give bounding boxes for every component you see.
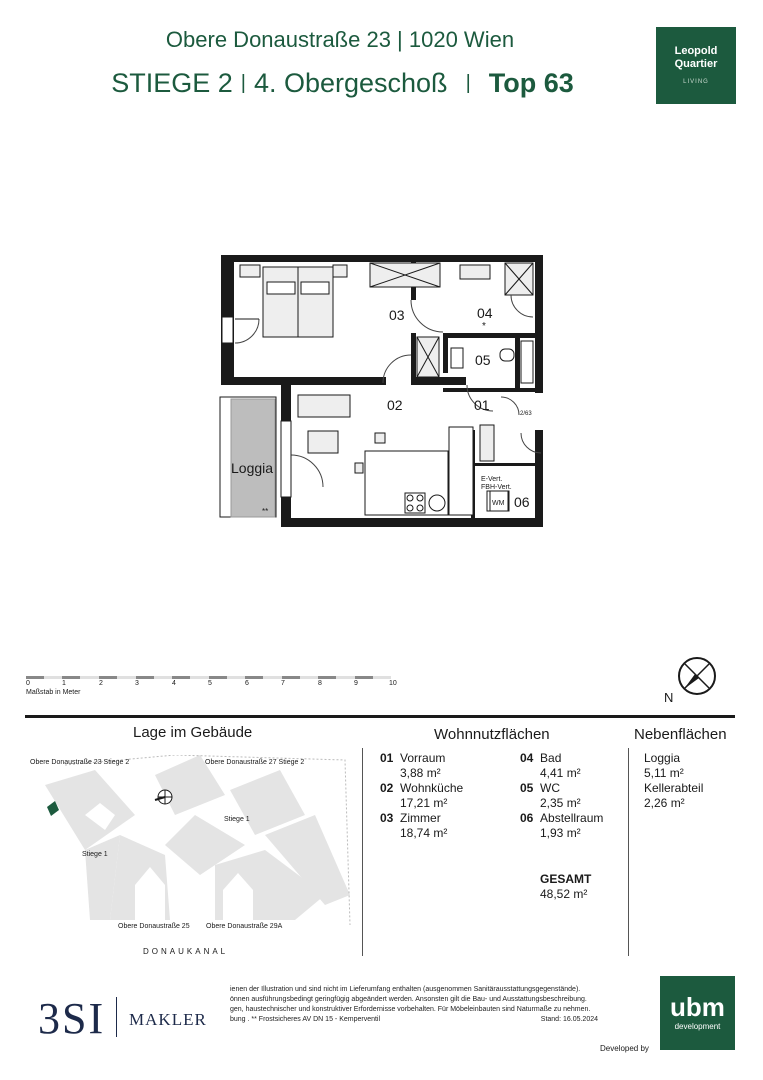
north-label: N — [664, 690, 674, 705]
scale-tick: 7 — [281, 680, 285, 687]
room-name: Bad — [540, 751, 562, 765]
logo-makler: MAKLER — [129, 1010, 207, 1029]
room-area: 17,21 m² — [400, 796, 448, 810]
map-label: Obere Donaustraße 25 — [118, 923, 190, 930]
3si-makler-logo — [38, 993, 207, 1044]
room-label-02: 02 — [387, 397, 403, 413]
room-entry — [520, 811, 603, 841]
room-num: 01 — [380, 751, 394, 765]
star-marker-2: ** — [262, 507, 269, 516]
neben-entry — [644, 751, 684, 781]
e-vert-label: E-Vert. — [481, 476, 503, 483]
room-entry — [520, 781, 581, 811]
fbh-vert-label: FBH-Vert. — [481, 484, 512, 491]
neben-title: Nebenflächen — [634, 726, 727, 743]
ubm-logo — [660, 976, 735, 1050]
room-num: 02 — [380, 781, 394, 795]
room-name: Vorraum — [400, 751, 446, 765]
canal-label: DONAUKANAL — [143, 947, 229, 956]
room-num: 05 — [520, 781, 534, 795]
wohn-title: Wohnnutzflächen — [434, 726, 550, 743]
ubm-subline: development — [674, 1022, 721, 1031]
neben-name: Kellerabteil — [644, 781, 704, 795]
top-label: Top 63 — [488, 68, 574, 98]
room-name: Abstellraum — [540, 811, 604, 825]
room-entry — [520, 751, 581, 781]
room-entry — [380, 811, 447, 841]
divider — [628, 748, 629, 956]
floor-label: 4. Obergeschoß — [253, 68, 448, 98]
room-label-01: 01 — [474, 397, 490, 413]
door-code: 2/63 — [520, 411, 532, 417]
disclaimer-line: ienen der Illustration und sind nicht im Lieferumfang enthalten (ausgenommen Sanitärausstattungsgegenstände). — [230, 986, 581, 993]
neben-name: Loggia — [644, 751, 681, 765]
disclaimer-line: gen, haustechnischer und konstruktiver Erfordernisse vorbehalten. Für Möbeleinbauten sind Naturmaße zu nehmen. — [230, 1006, 591, 1013]
brand-line1: Leopold — [674, 45, 718, 57]
separator: | — [240, 72, 246, 94]
wm-label: WM — [492, 500, 505, 507]
brand-line2: Quartier — [674, 58, 718, 70]
scale-tick: 5 — [208, 680, 212, 687]
logo-3si: 3SI — [38, 994, 106, 1043]
scale-tick: 2 — [99, 680, 103, 687]
room-name: WC — [540, 781, 561, 795]
neben-entry — [644, 781, 703, 811]
scale-tick: 8 — [318, 680, 322, 687]
divider — [25, 715, 735, 718]
scale-tick: 3 — [135, 680, 139, 687]
total-area: 48,52 m² — [540, 887, 588, 901]
floor-plan — [215, 245, 550, 535]
room-label-06: 06 — [514, 494, 530, 510]
room-num: 04 — [520, 751, 534, 765]
stair-label: STIEGE 2 — [111, 68, 233, 98]
scale-caption: Maßstab in Meter — [26, 689, 81, 696]
map-label: Obere Donaustraße 27 Stiege 2 — [205, 759, 305, 766]
total-label: GESAMT — [540, 872, 592, 886]
disclaimer-line: önnen ausführungsbedingt geringfügig abgeändert werden. Ansonsten gilt die Bau- und Ausstattungsbeschreibung. — [230, 996, 587, 1003]
room-area: 1,93 m² — [540, 826, 581, 840]
room-label-03: 03 — [389, 307, 405, 323]
room-num: 03 — [380, 811, 394, 825]
scale-tick: 1 — [62, 680, 66, 687]
room-num: 06 — [520, 811, 534, 825]
disclaimer-line: bung . ** Frostsicheres AV DN 15 - Kemperventil — [230, 1016, 381, 1023]
room-entry — [380, 781, 463, 811]
room-area: 2,35 m² — [540, 796, 581, 810]
scale-tick: 4 — [172, 680, 176, 687]
brand-line3: LIVING — [683, 79, 709, 85]
room-area: 18,74 m² — [400, 826, 448, 840]
room-name: Zimmer — [400, 811, 441, 825]
map-label: Obere Donaustraße 29A — [206, 923, 283, 930]
divider — [362, 748, 363, 956]
room-name: Wohnküche — [400, 781, 464, 795]
neben-area: 5,11 m² — [644, 766, 684, 780]
ubm-wordmark: ubm — [670, 992, 725, 1022]
unit-title — [0, 68, 685, 99]
total-entry — [540, 872, 591, 902]
address-line: Obere Donaustraße 23 | 1020 Wien — [165, 27, 515, 52]
loggia-label: Loggia — [231, 460, 274, 476]
room-area: 4,41 m² — [540, 766, 581, 780]
map-label: Stiege 1 — [224, 816, 250, 823]
room-label-04: 04 — [477, 305, 493, 321]
scale-tick: 0 — [26, 680, 30, 687]
room-entry — [380, 751, 445, 781]
leopold-quartier-logo — [656, 27, 736, 104]
map-label: Obere Donaustraße 23 Stiege 2 — [30, 759, 130, 766]
room-label-05: 05 — [475, 352, 491, 368]
developed-by: Developed by — [600, 1044, 649, 1053]
compass — [664, 656, 724, 707]
map-label: Stiege 1 — [82, 851, 108, 858]
scale-bar — [26, 672, 406, 705]
scale-tick: 9 — [354, 680, 358, 687]
scale-tick: 10 — [389, 680, 397, 687]
room-area: 3,88 m² — [400, 766, 441, 780]
neben-area: 2,26 m² — [644, 796, 685, 810]
stand-date: Stand: 16.05.2024 — [540, 1016, 598, 1023]
lage-title: Lage im Gebäude — [133, 724, 253, 741]
star-marker: * — [482, 321, 486, 332]
compass-icon — [668, 656, 724, 702]
separator: | — [465, 72, 471, 94]
disclaimer — [230, 985, 610, 1025]
scale-tick: 6 — [245, 680, 249, 687]
building-location-map — [25, 755, 355, 930]
